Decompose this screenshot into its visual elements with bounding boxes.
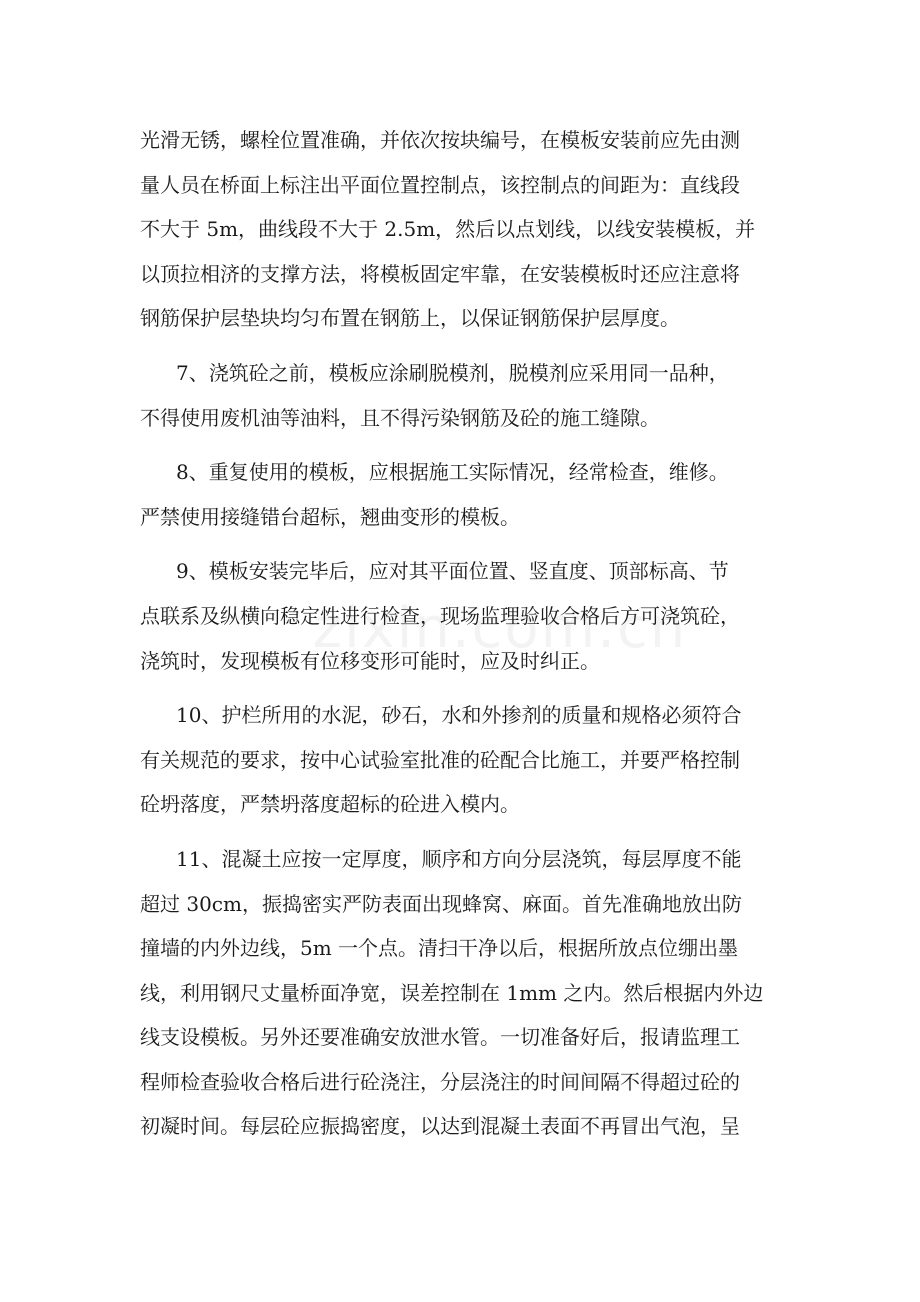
text-line: 线，利用钢尺丈量桥面净宽，误差控制在 1mm 之内。然后根据内外边 [140, 980, 764, 1005]
text-line: 光滑无锈，螺栓位置准确，并依次按块编号，在模板安装前应先由测 [140, 128, 740, 152]
text-line: 不大于 5m，曲线段不大于 2.5m，然后以点划线，以线安装模板，并 [140, 217, 756, 242]
text-line: 8、重复使用的模板，应根据施工实际情况，经常检查，维修。 [176, 460, 729, 485]
document-body [140, 118, 790, 1149]
text-line: 量人员在桥面上标注出平面位置控制点，该控制点的间距为：直线段 [140, 172, 740, 197]
text-line: 撞墙的内外边线，5m 一个点。清扫干净以后，根据所放点位绷出墨 [140, 936, 739, 961]
text-line: 程师检查验收合格后进行砼浇注，分层浇注的时间间隔不得超过砼的 [140, 1069, 740, 1094]
text-line: 线支设模板。另外还要准确安放泄水管。一切准备好后，报请监理工 [140, 1025, 740, 1050]
text-line: 超过 30cm，振捣密实严防表面出现蜂窝、麻面。首先准确地放出防 [140, 891, 742, 916]
text-line: 钢筋保护层垫块均匀布置在钢筋上，以保证钢筋保护层厚度。 [140, 306, 680, 331]
text-line: 11、混凝土应按一定厚度，顺序和方向分层浇筑，每层厚度不能 [176, 846, 742, 871]
text-line: 7、浇筑砼之前，模板应涂刷脱模剂，脱模剂应采用同一品种， [176, 360, 729, 385]
paragraph-continuation [140, 118, 790, 341]
text-line: 有关规范的要求，按中心试验室批准的砼配合比施工，并要严格控制 [140, 747, 740, 772]
paragraph-item-7 [140, 351, 790, 440]
text-line: 砼坍落度，严禁坍落度超标的砼进入模内。 [140, 792, 520, 817]
paragraph-item-10 [140, 693, 790, 827]
paragraph-item-11 [140, 837, 790, 1149]
text-line: 不得使用废机油等油料，且不得污染钢筋及砼的施工缝隙。 [140, 405, 660, 430]
text-line: 浇筑时，发现模板有位移变形可能时，应及时纠正。 [140, 648, 600, 673]
text-line: 严禁使用接缝错台超标，翘曲变形的模板。 [140, 504, 520, 529]
paragraph-item-9 [140, 549, 790, 683]
text-line: 以顶拉相济的支撑方法，将模板固定牢靠，在安装模板时还应注意将 [140, 261, 740, 286]
text-line: 9、模板安装完毕后，应对其平面位置、竖直度、顶部标高、节 [176, 559, 729, 584]
text-line: 点联系及纵横向稳定性进行检查，现场监理验收合格后方可浇筑砼， [140, 603, 740, 628]
text-line: 初凝时间。每层砼应振捣密度，以达到混凝土表面不再冒出气泡，呈 [140, 1114, 740, 1139]
paragraph-item-8 [140, 450, 790, 539]
text-line: 10、护栏所用的水泥，砂石，水和外掺剂的质量和规格必须符合 [176, 703, 742, 728]
